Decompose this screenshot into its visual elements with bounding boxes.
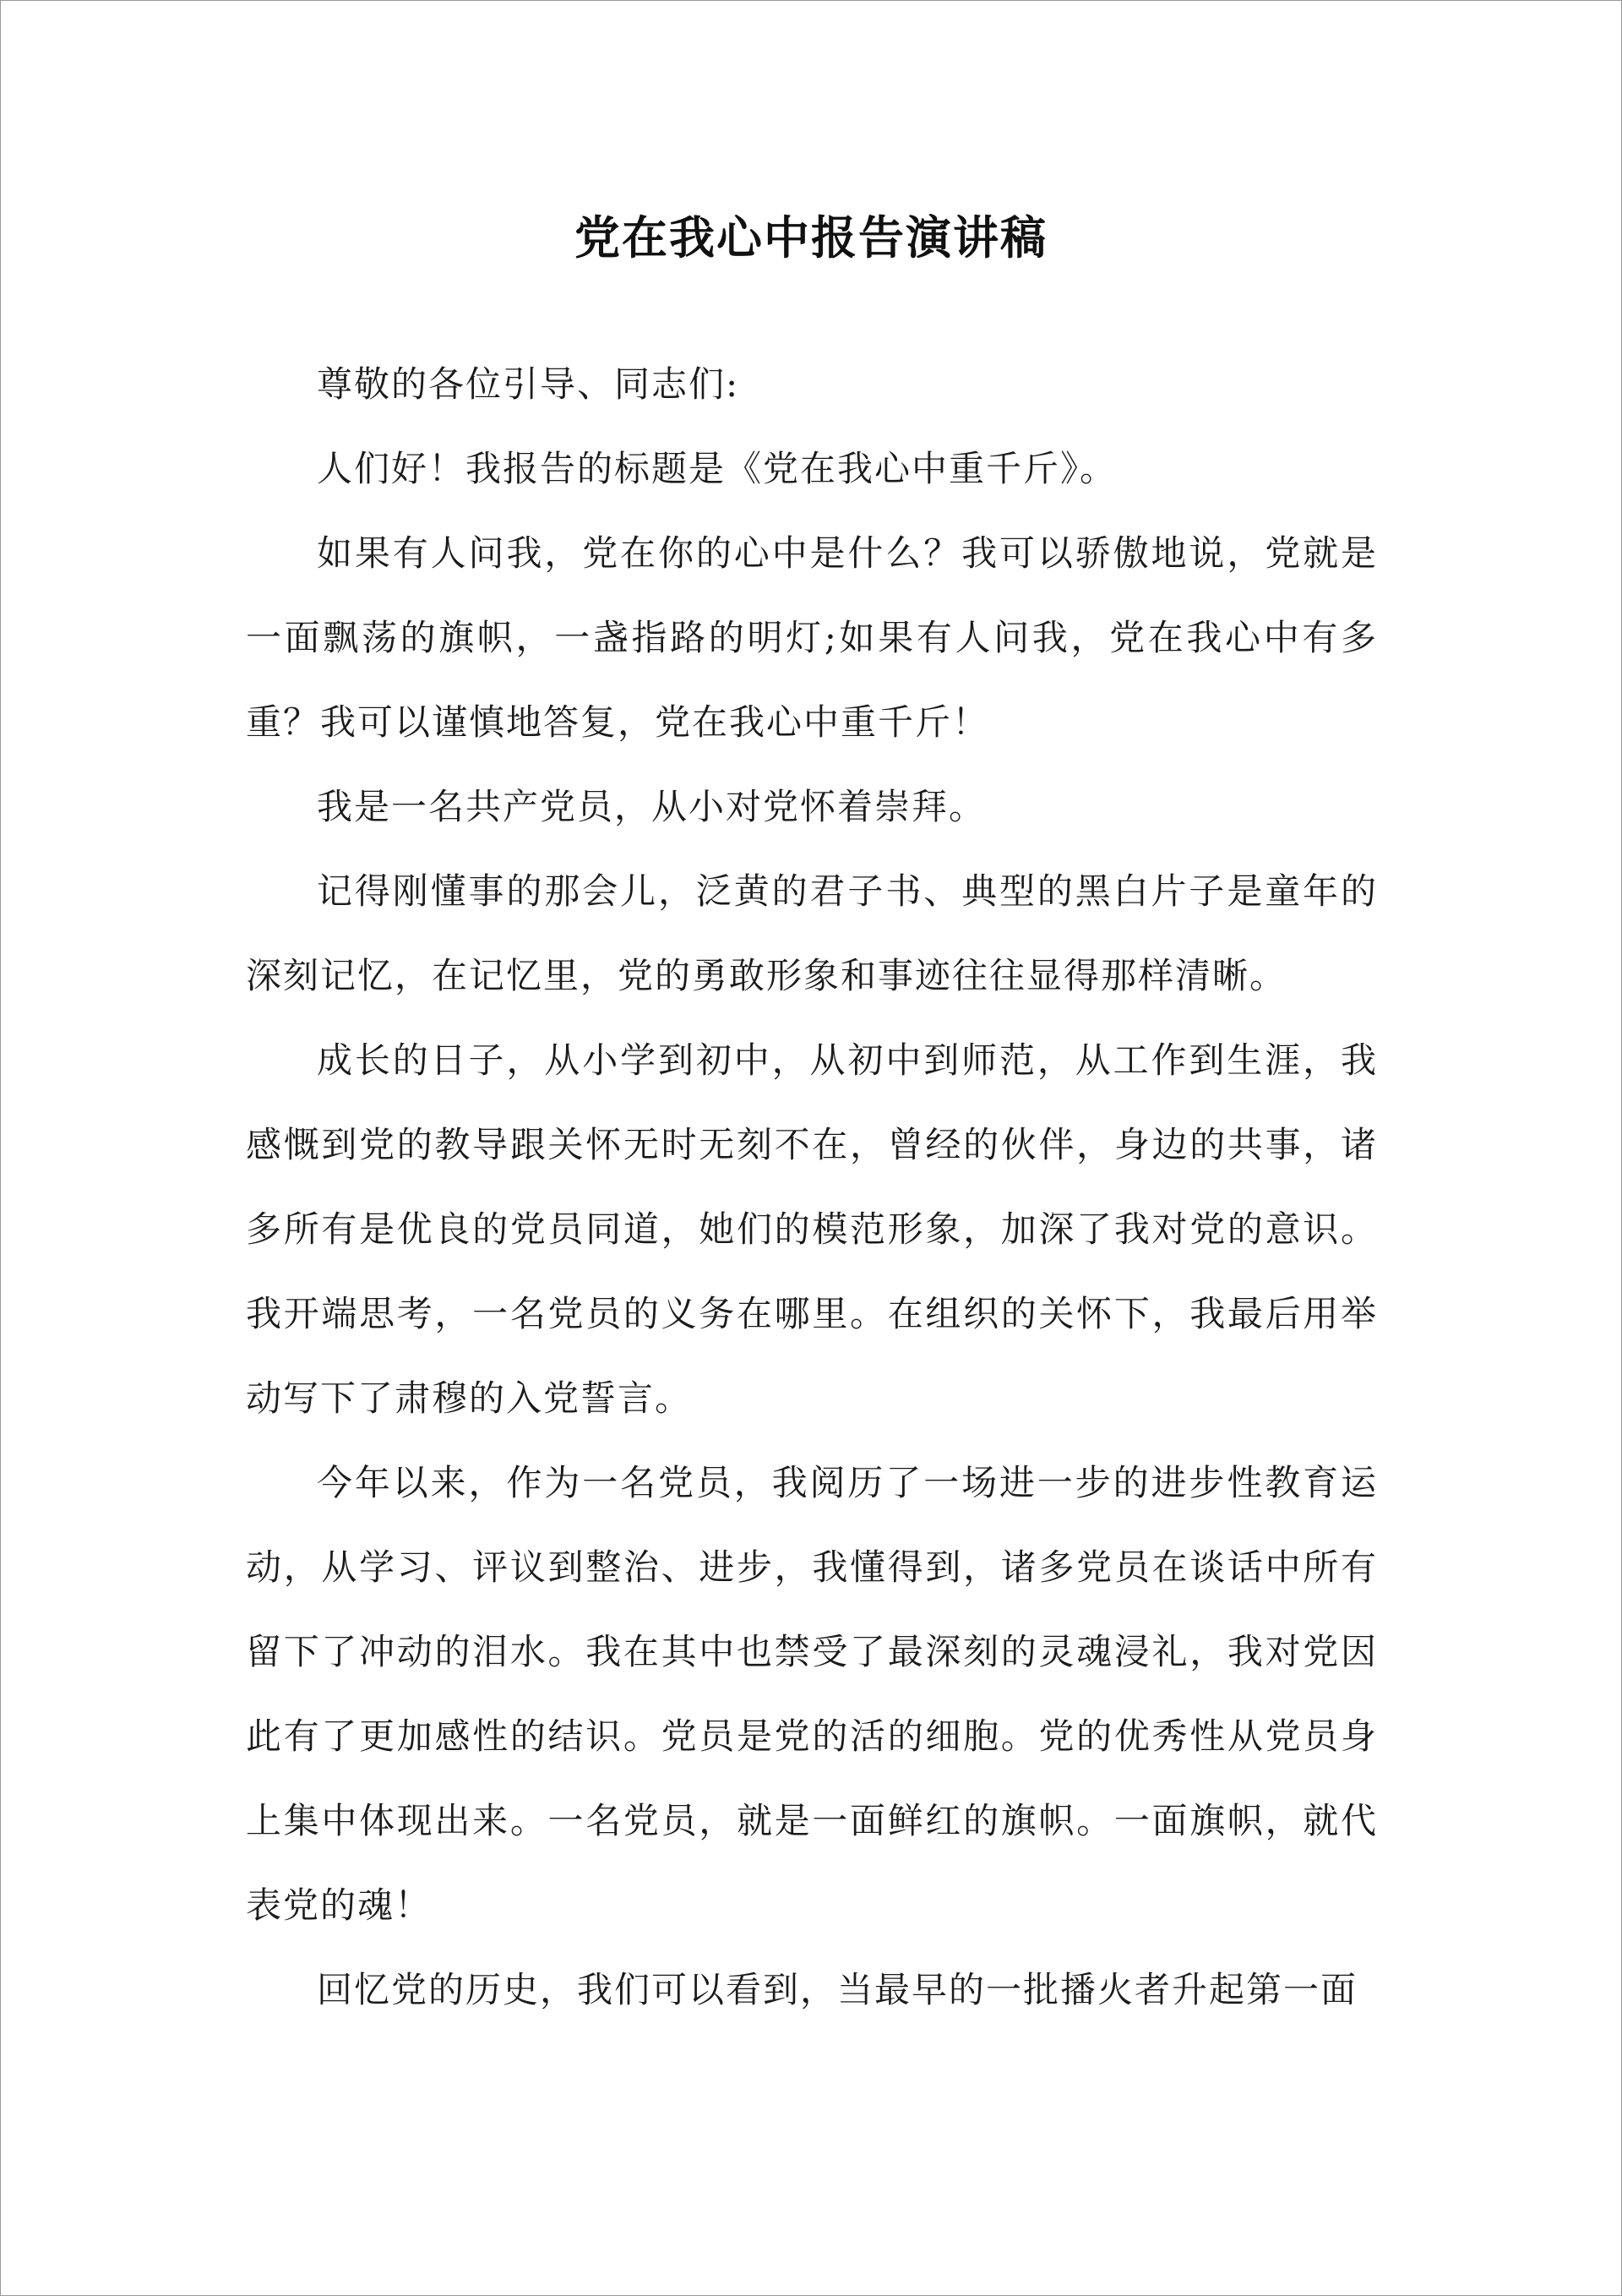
paragraph: 记得刚懂事的那会儿，泛黄的君子书、典型的黑白片子是童年的深刻记忆，在记忆里，党的勇敢形象和事迹往往显得那样清晰。 [246, 870, 1378, 996]
paragraph: 成长的日子，从小学到初中，从初中到师范，从工作到生涯，我感慨到党的教导跟关怀无时无刻不在，曾经的伙伴，身边的共事，诸多所有是优良的党员同道，她们的模范形象，加深了我对党的意识。我开端思考，一名党员的义务在哪里。在组织的关怀下，我最后用举动写下了肃穆的入党誓言。 [246, 1039, 1378, 1419]
paragraph: 尊敬的各位引导、同志们: [317, 363, 740, 405]
paragraph: 今年以来，作为一名党员，我阅历了一场进一步的进步性教育运动，从学习、评议到整治、进步，我懂得到，诸多党员在谈话中所有留下了冲动的泪水。我在其中也禁受了最深刻的灵魂浸礼，我对党因此有了更加感性的结识。党员是党的活的细胞。党的优秀性从党员身上集中体现出来。一名党员，就是一面鲜红的旗帜。一面旗帜，就代表党的魂！ [246, 1462, 1378, 1926]
paragraph: 我是一名共产党员，从小对党怀着崇拜。 [317, 786, 987, 827]
document-body [246, 342, 1378, 2032]
document-title: 党在我心中报告演讲稿 [574, 210, 1048, 265]
paragraph: 人们好！我报告的标题是《党在我心中重千斤》。 [317, 448, 1118, 489]
paragraph: 如果有人问我，党在你的心中是什么？我可以骄傲地说，党就是一面飘荡的旗帜，一盏指路的明灯;如果有人问我，党在我心中有多重？我可以谨慎地答复，党在我心中重千斤！ [246, 532, 1378, 743]
paragraph: 回忆党的历史，我们可以看到，当最早的一批播火者升起第一面 [317, 1969, 1358, 2010]
